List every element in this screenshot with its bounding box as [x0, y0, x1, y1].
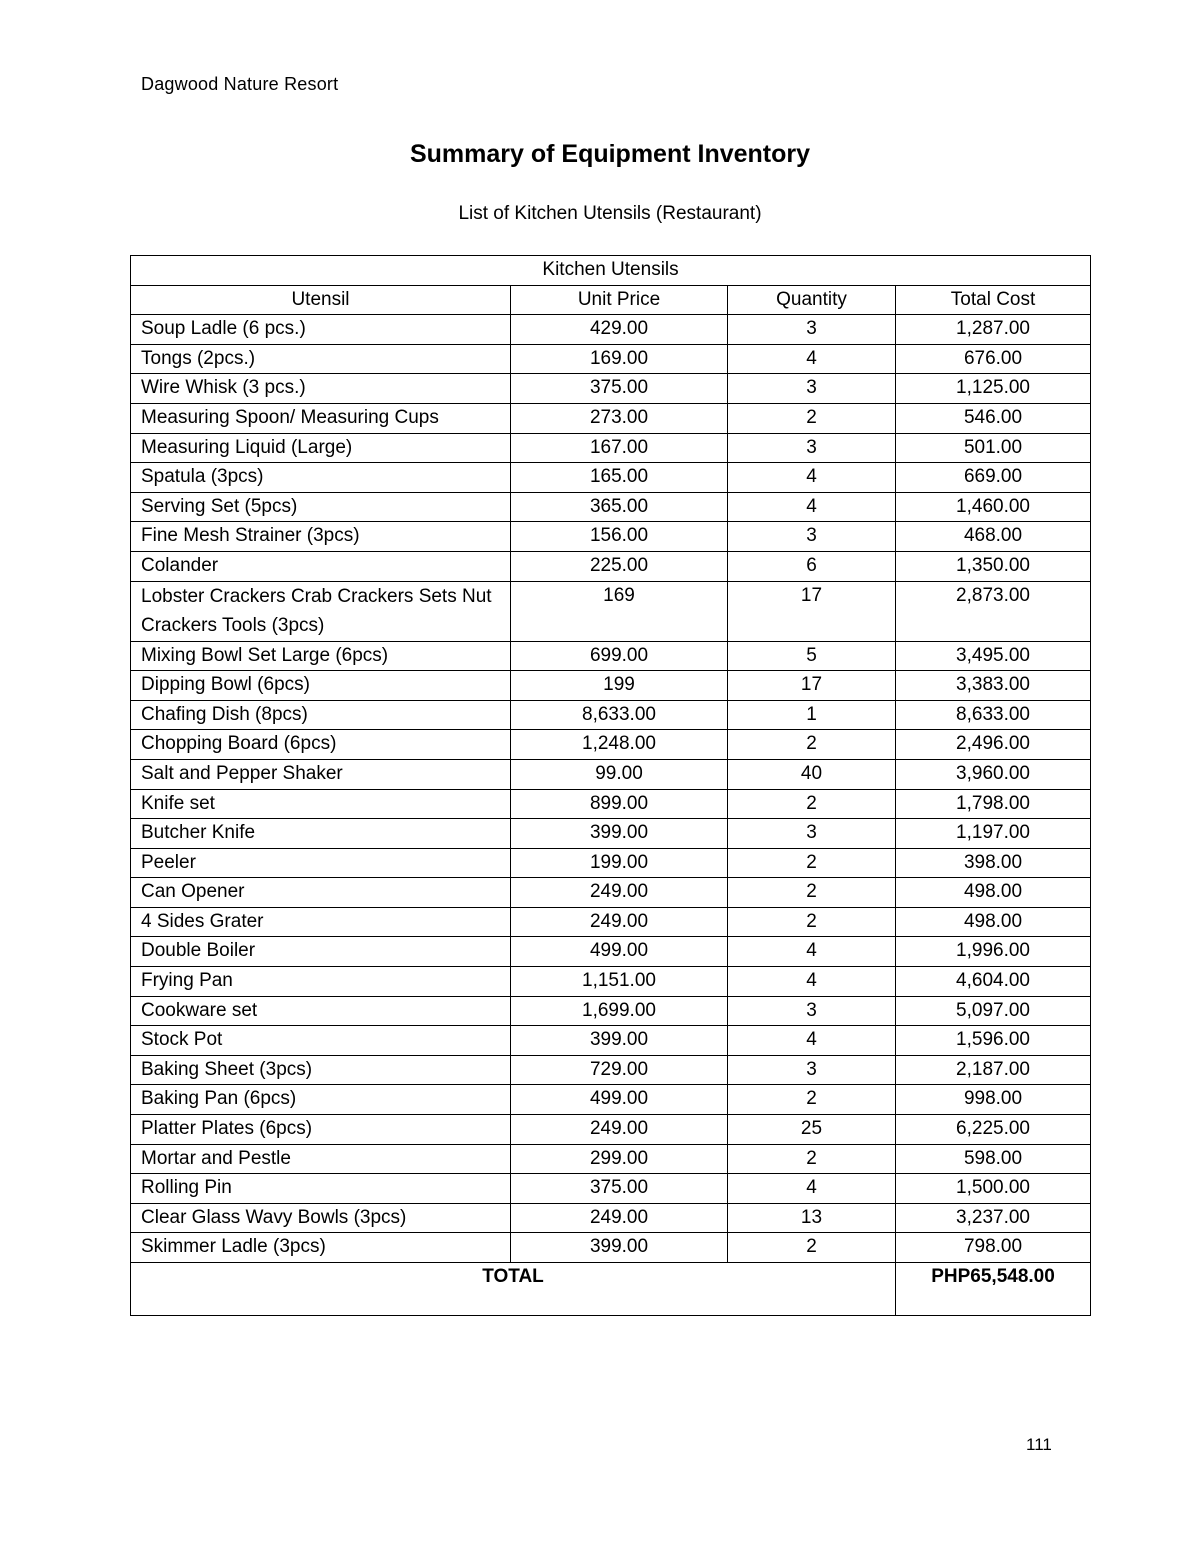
cell-unit-price: 199.00: [511, 848, 728, 878]
cell-utensil: Measuring Spoon/ Measuring Cups: [131, 403, 511, 433]
cell-utensil: Dipping Bowl (6pcs): [131, 671, 511, 701]
cell-quantity: 40: [728, 759, 896, 789]
cell-unit-price: 199: [511, 671, 728, 701]
cell-quantity: 4: [728, 344, 896, 374]
cell-quantity: 2: [728, 1085, 896, 1115]
cell-quantity: 4: [728, 937, 896, 967]
cell-quantity: 2: [728, 403, 896, 433]
cell-quantity: 4: [728, 1026, 896, 1056]
cell-quantity: 4: [728, 967, 896, 997]
table-row: [131, 492, 1091, 522]
cell-utensil: Platter Plates (6pcs): [131, 1115, 511, 1145]
column-header-quantity: Quantity: [728, 285, 896, 315]
cell-total-cost: 798.00: [896, 1233, 1091, 1263]
inventory-table: [130, 255, 1091, 1316]
cell-utensil: Knife set: [131, 789, 511, 819]
cell-total-cost: 498.00: [896, 907, 1091, 937]
cell-unit-price: 399.00: [511, 1026, 728, 1056]
cell-unit-price: 365.00: [511, 492, 728, 522]
cell-utensil: Butcher Knife: [131, 819, 511, 849]
cell-quantity: 2: [728, 1144, 896, 1174]
cell-quantity: 4: [728, 1174, 896, 1204]
cell-total-cost: 598.00: [896, 1144, 1091, 1174]
table-group-title: Kitchen Utensils: [131, 256, 1091, 286]
table-row: [131, 1055, 1091, 1085]
cell-utensil: Spatula (3pcs): [131, 463, 511, 493]
cell-utensil: Can Opener: [131, 878, 511, 908]
cell-total-cost: 468.00: [896, 522, 1091, 552]
table-row: [131, 581, 1091, 641]
cell-unit-price: 249.00: [511, 1203, 728, 1233]
table-row: [131, 937, 1091, 967]
cell-utensil: 4 Sides Grater: [131, 907, 511, 937]
cell-unit-price: 499.00: [511, 937, 728, 967]
column-header-utensil: Utensil: [131, 285, 511, 315]
cell-total-cost: 3,495.00: [896, 641, 1091, 671]
column-header-total-cost: Total Cost: [896, 285, 1091, 315]
cell-total-cost: 398.00: [896, 848, 1091, 878]
cell-quantity: 5: [728, 641, 896, 671]
cell-unit-price: 429.00: [511, 315, 728, 345]
cell-unit-price: 1,248.00: [511, 730, 728, 760]
cell-unit-price: 249.00: [511, 907, 728, 937]
table-row: [131, 1233, 1091, 1263]
cell-unit-price: 8,633.00: [511, 700, 728, 730]
table-row: [131, 671, 1091, 701]
cell-quantity: 3: [728, 1055, 896, 1085]
table-total-row: [131, 1263, 1091, 1316]
document-title: Summary of Equipment Inventory: [409, 140, 811, 168]
cell-total-cost: 1,350.00: [896, 551, 1091, 581]
cell-unit-price: 699.00: [511, 641, 728, 671]
cell-total-cost: 501.00: [896, 433, 1091, 463]
cell-unit-price: 729.00: [511, 1055, 728, 1085]
cell-quantity: 4: [728, 463, 896, 493]
cell-quantity: 17: [728, 581, 896, 641]
cell-total-cost: 3,960.00: [896, 759, 1091, 789]
cell-unit-price: 1,151.00: [511, 967, 728, 997]
table-row: [131, 1144, 1091, 1174]
cell-utensil: Measuring Liquid (Large): [131, 433, 511, 463]
cell-utensil: Soup Ladle (6 pcs.): [131, 315, 511, 345]
cell-total-cost: 1,197.00: [896, 819, 1091, 849]
total-value: PHP65,548.00: [896, 1263, 1091, 1316]
organization-name: Dagwood Nature Resort: [141, 74, 339, 94]
cell-quantity: 25: [728, 1115, 896, 1145]
cell-utensil: Fine Mesh Strainer (3pcs): [131, 522, 511, 552]
table-row: [131, 878, 1091, 908]
cell-quantity: 3: [728, 374, 896, 404]
cell-utensil: Tongs (2pcs.): [131, 344, 511, 374]
document-subtitle: List of Kitchen Utensils (Restaurant): [458, 203, 762, 224]
cell-unit-price: 249.00: [511, 878, 728, 908]
cell-total-cost: 498.00: [896, 878, 1091, 908]
cell-utensil: Baking Pan (6pcs): [131, 1085, 511, 1115]
cell-total-cost: 1,996.00: [896, 937, 1091, 967]
column-header-unit-price: Unit Price: [511, 285, 728, 315]
cell-unit-price: 225.00: [511, 551, 728, 581]
table-row: [131, 730, 1091, 760]
page-number: 111: [1026, 1435, 1052, 1454]
cell-quantity: 3: [728, 819, 896, 849]
cell-quantity: 2: [728, 878, 896, 908]
table-row: [131, 1115, 1091, 1145]
cell-unit-price: 249.00: [511, 1115, 728, 1145]
cell-quantity: 3: [728, 315, 896, 345]
cell-total-cost: 1,287.00: [896, 315, 1091, 345]
cell-quantity: 2: [728, 907, 896, 937]
table-row: [131, 700, 1091, 730]
cell-total-cost: 546.00: [896, 403, 1091, 433]
table-row: [131, 433, 1091, 463]
cell-total-cost: 6,225.00: [896, 1115, 1091, 1145]
cell-total-cost: 2,187.00: [896, 1055, 1091, 1085]
cell-unit-price: 167.00: [511, 433, 728, 463]
cell-unit-price: 299.00: [511, 1144, 728, 1174]
cell-utensil: Chafing Dish (8pcs): [131, 700, 511, 730]
table-row: [131, 1203, 1091, 1233]
cell-unit-price: 165.00: [511, 463, 728, 493]
cell-total-cost: 998.00: [896, 1085, 1091, 1115]
cell-utensil: Mixing Bowl Set Large (6pcs): [131, 641, 511, 671]
table-row: [131, 1085, 1091, 1115]
table-group-header-row: [131, 256, 1091, 286]
cell-unit-price: 273.00: [511, 403, 728, 433]
cell-total-cost: 669.00: [896, 463, 1091, 493]
cell-utensil: Rolling Pin: [131, 1174, 511, 1204]
cell-unit-price: 375.00: [511, 1174, 728, 1204]
cell-unit-price: 1,699.00: [511, 996, 728, 1026]
cell-quantity: 4: [728, 492, 896, 522]
cell-quantity: 2: [728, 730, 896, 760]
cell-total-cost: 1,460.00: [896, 492, 1091, 522]
cell-unit-price: 99.00: [511, 759, 728, 789]
cell-utensil: Cookware set: [131, 996, 511, 1026]
cell-total-cost: 3,383.00: [896, 671, 1091, 701]
cell-quantity: 2: [728, 789, 896, 819]
cell-quantity: 6: [728, 551, 896, 581]
table-row: [131, 967, 1091, 997]
cell-utensil: Lobster Crackers Crab Crackers Sets Nut Crackers Tools (3pcs): [131, 581, 511, 641]
table-row: [131, 641, 1091, 671]
cell-unit-price: 169.00: [511, 344, 728, 374]
cell-utensil: Chopping Board (6pcs): [131, 730, 511, 760]
cell-utensil: Mortar and Pestle: [131, 1144, 511, 1174]
cell-quantity: 3: [728, 522, 896, 552]
cell-quantity: 1: [728, 700, 896, 730]
cell-unit-price: 899.00: [511, 789, 728, 819]
cell-quantity: 3: [728, 433, 896, 463]
cell-utensil: Double Boiler: [131, 937, 511, 967]
table-row: [131, 315, 1091, 345]
cell-total-cost: 2,873.00: [896, 581, 1091, 641]
cell-utensil: Salt and Pepper Shaker: [131, 759, 511, 789]
table-row: [131, 996, 1091, 1026]
cell-total-cost: 1,500.00: [896, 1174, 1091, 1204]
cell-total-cost: 8,633.00: [896, 700, 1091, 730]
cell-total-cost: 4,604.00: [896, 967, 1091, 997]
cell-total-cost: 2,496.00: [896, 730, 1091, 760]
cell-total-cost: 1,798.00: [896, 789, 1091, 819]
cell-utensil: Wire Whisk (3 pcs.): [131, 374, 511, 404]
table-row: [131, 1026, 1091, 1056]
cell-utensil: Colander: [131, 551, 511, 581]
cell-quantity: 13: [728, 1203, 896, 1233]
cell-utensil: Peeler: [131, 848, 511, 878]
cell-utensil: Skimmer Ladle (3pcs): [131, 1233, 511, 1263]
cell-quantity: 17: [728, 671, 896, 701]
cell-total-cost: 676.00: [896, 344, 1091, 374]
cell-utensil: Frying Pan: [131, 967, 511, 997]
total-label: TOTAL: [131, 1263, 896, 1316]
table-row: [131, 551, 1091, 581]
cell-unit-price: 169: [511, 581, 728, 641]
cell-utensil: Stock Pot: [131, 1026, 511, 1056]
cell-total-cost: 1,125.00: [896, 374, 1091, 404]
cell-unit-price: 375.00: [511, 374, 728, 404]
cell-unit-price: 399.00: [511, 1233, 728, 1263]
cell-unit-price: 499.00: [511, 1085, 728, 1115]
table-column-header-row: [131, 285, 1091, 315]
table-row: [131, 848, 1091, 878]
cell-unit-price: 399.00: [511, 819, 728, 849]
table-row: [131, 1174, 1091, 1204]
cell-quantity: 2: [728, 848, 896, 878]
table-row: [131, 463, 1091, 493]
table-row: [131, 522, 1091, 552]
table-row: [131, 819, 1091, 849]
cell-unit-price: 156.00: [511, 522, 728, 552]
table-row: [131, 789, 1091, 819]
table-row: [131, 374, 1091, 404]
table-row: [131, 344, 1091, 374]
cell-utensil: Clear Glass Wavy Bowls (3pcs): [131, 1203, 511, 1233]
table-row: [131, 403, 1091, 433]
cell-quantity: 3: [728, 996, 896, 1026]
cell-utensil: Baking Sheet (3pcs): [131, 1055, 511, 1085]
cell-total-cost: 5,097.00: [896, 996, 1091, 1026]
table-row: [131, 759, 1091, 789]
cell-utensil: Serving Set (5pcs): [131, 492, 511, 522]
table-row: [131, 907, 1091, 937]
cell-quantity: 2: [728, 1233, 896, 1263]
cell-total-cost: 1,596.00: [896, 1026, 1091, 1056]
cell-total-cost: 3,237.00: [896, 1203, 1091, 1233]
